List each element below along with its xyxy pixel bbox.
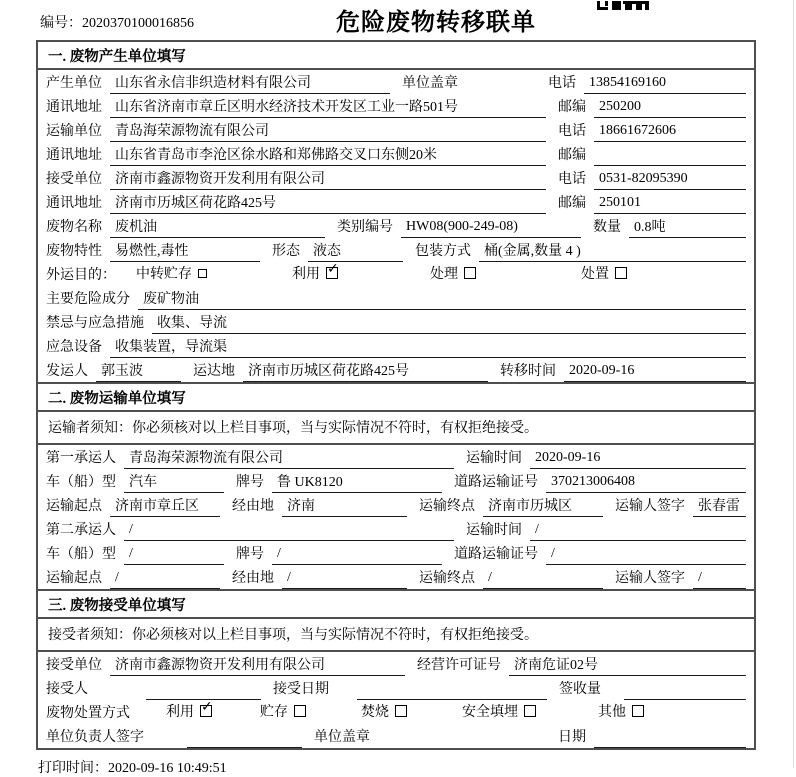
purpose-treat-label: 处理 bbox=[430, 267, 458, 282]
emergency-equipment-row bbox=[38, 334, 754, 358]
accept-unit-row bbox=[38, 652, 754, 676]
route1-row bbox=[38, 493, 754, 517]
taboo-measures-label: 禁忌与应急措施 bbox=[46, 316, 144, 331]
hazard-component-label: 主要危险成分 bbox=[46, 292, 130, 307]
transporter-unit-row bbox=[38, 118, 754, 142]
hazard-component-value: 废矿物油 bbox=[138, 288, 746, 310]
transport-time2-label: 运输时间 bbox=[466, 523, 522, 538]
transport-purpose-row bbox=[38, 262, 754, 286]
receiver-notice-text: 你必须核对以上栏目事项，当与实际情况不符时，有权拒绝接受。 bbox=[132, 628, 538, 643]
transfer-time-label: 转移时间 bbox=[500, 364, 556, 379]
transport-time2-value: / bbox=[530, 522, 746, 541]
plate2-label: 牌号 bbox=[236, 547, 264, 562]
purpose-dispose-label: 处置 bbox=[581, 267, 609, 282]
vehicle1-value: 汽车 bbox=[124, 471, 224, 493]
phone-label-2: 电话 bbox=[558, 124, 586, 139]
endpoint2-label: 运输终点 bbox=[419, 571, 475, 586]
document-header bbox=[0, 0, 796, 40]
shipper-label: 发运人 bbox=[46, 364, 88, 379]
carrier2-row bbox=[38, 517, 754, 541]
section1-title: 一. 废物产生单位填写 bbox=[38, 42, 754, 70]
endpoint1-value: 济南市历城区 bbox=[483, 495, 603, 517]
serial-label: 编号： bbox=[40, 16, 82, 31]
road-permit1-label: 道路运输证号 bbox=[454, 475, 538, 490]
receiver-notice-label: 接受者须知： bbox=[48, 628, 132, 643]
transporter-address-value: 山东省青岛市李沧区徐水路和郑佛路交叉口东侧20米 bbox=[110, 144, 546, 166]
sign1-label: 运输人签字 bbox=[615, 499, 685, 514]
carrier2-value: / bbox=[124, 522, 454, 541]
serial-number bbox=[40, 12, 194, 32]
shipper-row bbox=[38, 358, 754, 382]
receiver-unit-label: 接受单位 bbox=[46, 172, 102, 187]
taboo-measures-value: 收集、导流 bbox=[152, 312, 746, 334]
unit-seal-label: 单位盖章 bbox=[402, 76, 458, 91]
transporter-notice-label: 运输者须知： bbox=[48, 421, 132, 436]
endpoint1-label: 运输终点 bbox=[419, 499, 475, 514]
quantity-value: 0.8吨 bbox=[629, 216, 746, 238]
transporter-zip-value bbox=[594, 147, 746, 166]
origin1-label: 运输起点 bbox=[46, 499, 102, 514]
taboo-measures-row bbox=[38, 310, 754, 334]
purpose-transfer-storage-label: 中转贮存 bbox=[136, 267, 192, 282]
form-value: 液态 bbox=[308, 240, 403, 262]
purpose-option-dispose bbox=[581, 263, 627, 286]
waste-name-label: 废物名称 bbox=[46, 220, 102, 235]
head-signature-value bbox=[187, 729, 302, 748]
destination-value: 济南市历城区荷花路425号 bbox=[243, 360, 488, 382]
origin1-value: 济南市章丘区 bbox=[110, 495, 220, 517]
address-label-1: 通讯地址 bbox=[46, 100, 102, 115]
disposal-landfill-label: 安全填埋 bbox=[462, 705, 518, 720]
section-transporter bbox=[38, 382, 754, 589]
road-permit2-value: / bbox=[546, 546, 746, 565]
waste-character-label: 废物特性 bbox=[46, 244, 102, 259]
producer-unit-value: 山东省永信非织造材料有限公司 bbox=[110, 72, 390, 94]
route2-row bbox=[38, 565, 754, 589]
emergency-equipment-value: 收集装置，导流渠 bbox=[110, 336, 746, 358]
transporter-notice-row bbox=[38, 412, 754, 445]
transport-time1-label: 运输时间 bbox=[466, 451, 522, 466]
transport-time1-value: 2020-09-16 bbox=[530, 450, 746, 469]
accept-date-value bbox=[357, 681, 547, 700]
checkbox-disposal-storage bbox=[294, 705, 306, 717]
disposal-option-other bbox=[598, 701, 644, 724]
disposal-utilize-label: 利用 bbox=[166, 705, 194, 720]
receiver-address-row bbox=[38, 190, 754, 214]
receiver-unit-value: 济南市鑫源物资开发利用有限公司 bbox=[110, 168, 546, 190]
vehicle1-label: 车（船）型 bbox=[46, 475, 116, 490]
date-value bbox=[594, 729, 746, 748]
checkbox-disposal-utilize: ✓ bbox=[201, 699, 213, 715]
emergency-equipment-label: 应急设备 bbox=[46, 340, 102, 355]
date-label: 日期 bbox=[558, 730, 586, 745]
purpose-utilize-label: 利用 bbox=[292, 267, 320, 282]
endpoint2-value: / bbox=[483, 570, 603, 589]
carrier1-value: 青岛海荣源物流有限公司 bbox=[124, 447, 454, 469]
road-permit2-label: 道路运输证号 bbox=[454, 547, 538, 562]
sign1-value: 张春雷 bbox=[693, 495, 746, 517]
transporter-unit-label: 运输单位 bbox=[46, 124, 102, 139]
manifest-form bbox=[36, 40, 756, 750]
transporter-notice-text: 你必须核对以上栏目事项，当与实际情况不符时，有权拒绝接受。 bbox=[132, 421, 538, 436]
producer-address-value: 山东省济南市章丘区明水经济技术开发区工业一路501号 bbox=[110, 96, 546, 118]
road-permit1-value: 370213006408 bbox=[546, 474, 746, 493]
address-label-2: 通讯地址 bbox=[46, 148, 102, 163]
hazard-component-row bbox=[38, 286, 754, 310]
receipt-qty-label: 签收量 bbox=[559, 682, 601, 697]
disposal-incinerate-label: 焚烧 bbox=[361, 705, 389, 720]
vehicle2-value: / bbox=[124, 546, 224, 565]
section-producer bbox=[38, 42, 754, 382]
form-label: 形态 bbox=[272, 244, 300, 259]
checkbox-utilize: ✓ bbox=[327, 261, 339, 277]
print-time-label: 打印时间： bbox=[38, 761, 108, 776]
vehicle2-row bbox=[38, 541, 754, 565]
page-edge-line bbox=[793, 0, 794, 768]
via2-value: / bbox=[282, 570, 407, 589]
transfer-time-value: 2020-09-16 bbox=[564, 363, 746, 382]
quantity-label: 数量 bbox=[593, 220, 621, 235]
waste-name-row bbox=[38, 214, 754, 238]
checkbox-dispose bbox=[615, 267, 627, 279]
packing-value: 桶(金属,数量 4 ) bbox=[479, 240, 746, 262]
acceptor-value bbox=[146, 681, 261, 700]
checkbox-transfer-storage bbox=[198, 269, 207, 278]
waste-character-value: 易燃性,毒性 bbox=[110, 240, 260, 262]
disposal-option-utilize bbox=[166, 701, 212, 724]
license-label: 经营许可证号 bbox=[417, 658, 501, 673]
section3-title: 三. 废物接受单位填写 bbox=[38, 591, 754, 619]
waste-character-row bbox=[38, 238, 754, 262]
category-code-value: HW08(900-249-08) bbox=[401, 219, 581, 238]
transport-purpose-label: 外运目的： bbox=[46, 268, 116, 283]
plate1-label: 牌号 bbox=[236, 475, 264, 490]
receiver-address-value: 济南市历城区荷花路425号 bbox=[110, 192, 546, 214]
disposal-storage-label: 贮存 bbox=[260, 705, 288, 720]
license-value: 济南危证02号 bbox=[509, 654, 746, 676]
vehicle1-row bbox=[38, 469, 754, 493]
producer-phone-value: 13854169160 bbox=[584, 75, 746, 94]
acceptor-label: 接受人 bbox=[46, 682, 88, 697]
disposal-method-label: 废物处置方式 bbox=[46, 706, 130, 721]
print-time-value: 2020-09-16 10:49:51 bbox=[108, 761, 227, 776]
origin2-value: / bbox=[110, 570, 220, 589]
qr-code-fragment bbox=[597, 0, 651, 16]
zip-label-2: 邮编 bbox=[558, 148, 586, 163]
receipt-qty-value bbox=[624, 681, 746, 700]
head-signature-label: 单位负责人签字 bbox=[46, 730, 144, 745]
serial-value: 2020370100016856 bbox=[82, 16, 194, 31]
transporter-address-row bbox=[38, 142, 754, 166]
receiver-unit-row bbox=[38, 166, 754, 190]
head-signature-row bbox=[38, 724, 754, 748]
origin2-label: 运输起点 bbox=[46, 571, 102, 586]
purpose-option-transfer-storage bbox=[136, 263, 207, 286]
accept-date-label: 接受日期 bbox=[273, 682, 329, 697]
transporter-unit-value: 青岛海荣源物流有限公司 bbox=[110, 120, 546, 142]
purpose-option-treat bbox=[430, 263, 476, 286]
unit-seal-label-2: 单位盖章 bbox=[314, 730, 370, 745]
acceptor-row bbox=[38, 676, 754, 700]
disposal-option-landfill bbox=[462, 701, 536, 724]
zip-label-1: 邮编 bbox=[558, 100, 586, 115]
disposal-other-label: 其他 bbox=[598, 705, 626, 720]
checkbox-disposal-incinerate bbox=[395, 705, 407, 717]
producer-unit-row bbox=[38, 70, 754, 94]
carrier2-label: 第二承运人 bbox=[46, 523, 116, 538]
zip-label-3: 邮编 bbox=[558, 196, 586, 211]
shipper-value: 郭玉波 bbox=[96, 360, 181, 382]
sign2-value: / bbox=[693, 570, 746, 589]
packing-label: 包装方式 bbox=[415, 244, 471, 259]
vehicle2-label: 车（船）型 bbox=[46, 547, 116, 562]
disposal-option-storage bbox=[260, 701, 306, 724]
via1-value: 济南 bbox=[282, 495, 407, 517]
via2-label: 经由地 bbox=[232, 571, 274, 586]
transporter-phone-value: 18661672606 bbox=[594, 123, 746, 142]
phone-label-3: 电话 bbox=[558, 172, 586, 187]
checkbox-disposal-landfill bbox=[524, 705, 536, 717]
address-label-3: 通讯地址 bbox=[46, 196, 102, 211]
carrier1-row bbox=[38, 445, 754, 469]
receiver-phone-value: 0531-82095390 bbox=[594, 171, 746, 190]
via1-label: 经由地 bbox=[232, 499, 274, 514]
plate2-value: / bbox=[272, 546, 442, 565]
sign2-label: 运输人签字 bbox=[615, 571, 685, 586]
checkbox-disposal-other bbox=[632, 705, 644, 717]
section2-title: 二. 废物运输单位填写 bbox=[38, 384, 754, 412]
section-receiver bbox=[38, 589, 754, 748]
print-time bbox=[38, 757, 796, 777]
disposal-method-row bbox=[38, 700, 754, 724]
accept-unit-value: 济南市鑫源物资开发利用有限公司 bbox=[110, 654, 405, 676]
waste-name-value: 废机油 bbox=[110, 216, 325, 238]
carrier1-label: 第一承运人 bbox=[46, 451, 116, 466]
plate1-value: 鲁 UK8120 bbox=[272, 471, 442, 493]
page-title: 危险废物转移联单 bbox=[336, 10, 536, 36]
receiver-zip-value: 250101 bbox=[594, 195, 746, 214]
producer-zip-value: 250200 bbox=[594, 99, 746, 118]
checkbox-treat bbox=[464, 267, 476, 279]
category-code-label: 类别编号 bbox=[337, 220, 393, 235]
purpose-option-utilize bbox=[292, 263, 338, 286]
accept-unit-label: 接受单位 bbox=[46, 658, 102, 673]
disposal-option-incinerate bbox=[361, 701, 407, 724]
receiver-notice-row bbox=[38, 619, 754, 652]
producer-unit-label: 产生单位 bbox=[46, 76, 102, 91]
phone-label-1: 电话 bbox=[548, 76, 576, 91]
producer-address-row bbox=[38, 94, 754, 118]
destination-label: 运达地 bbox=[193, 364, 235, 379]
